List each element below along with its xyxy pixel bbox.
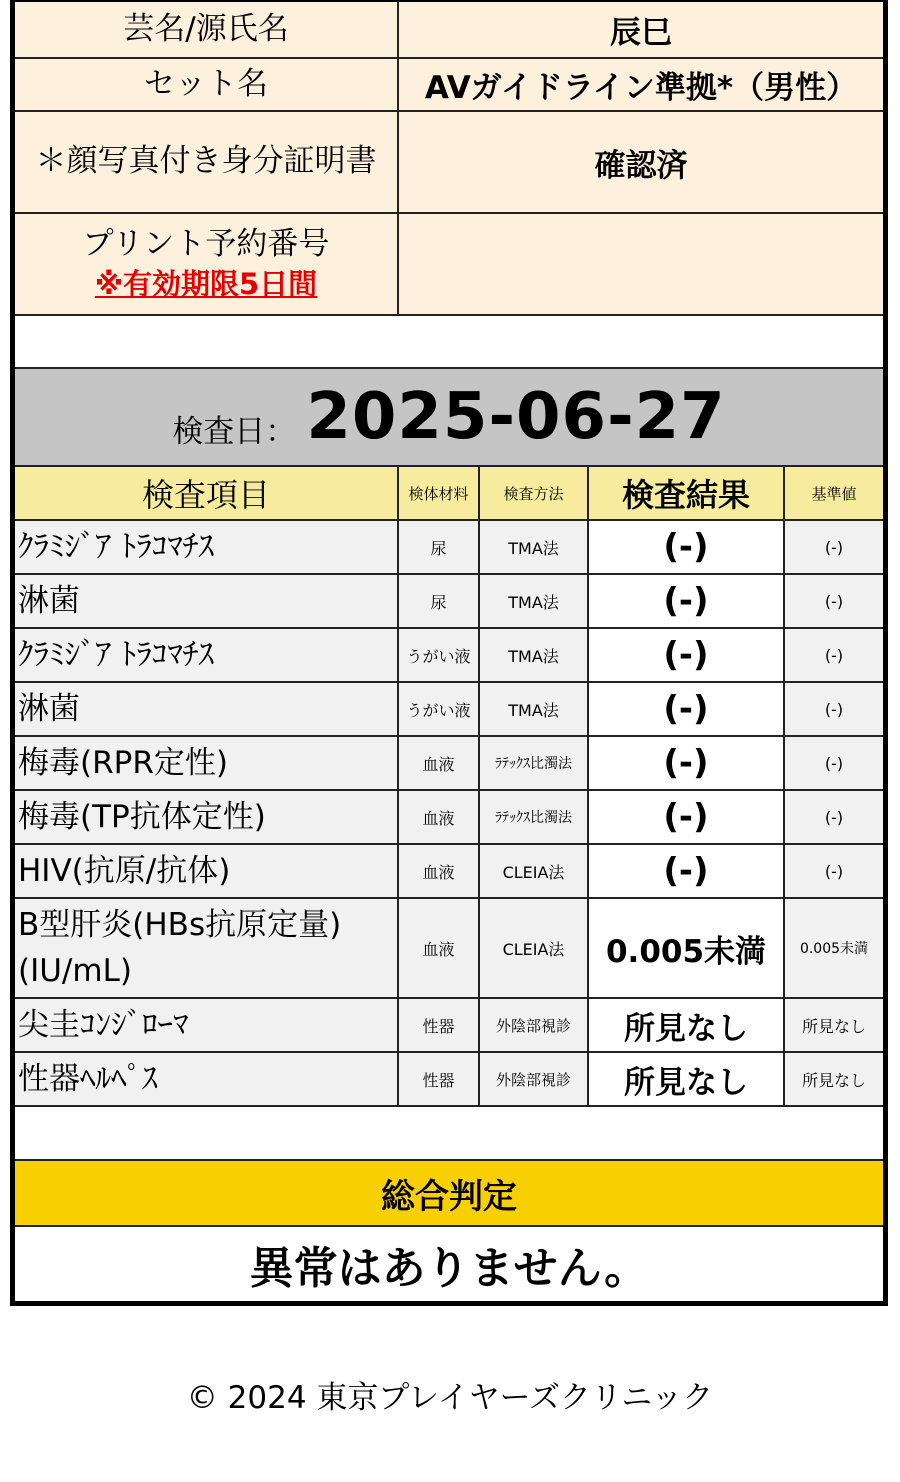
footer-copyright: © 2024 東京プレイヤーズクリニック (186, 1380, 714, 1416)
row-reference: (-) (824, 807, 844, 827)
print-label-cell (15, 214, 399, 314)
row-method: TMA法 (480, 575, 589, 627)
row-specimen: 血液 (399, 737, 480, 789)
id-label: ＊顔写真付き身分証明書 (15, 112, 399, 212)
row-result: (-) (589, 521, 785, 573)
row-specimen: 尿 (399, 575, 480, 627)
row-result: 所見なし (589, 999, 785, 1051)
header-method: 検査方法 (480, 467, 589, 519)
spacer-row (15, 316, 883, 369)
row-result: 所見なし (589, 1053, 785, 1105)
row-specimen: うがい液 (399, 629, 480, 681)
row-method: CLEIA法 (480, 899, 589, 997)
table-row (15, 683, 883, 737)
row-item: 梅毒(RPR定性) (15, 737, 399, 789)
row-reference: 0.005未満 (799, 941, 869, 957)
row-reference: 所見なし (801, 1070, 866, 1090)
id-value: 確認済 (594, 147, 688, 184)
row-item: HIV(抗原/抗体) (15, 845, 399, 897)
table-row (15, 737, 883, 791)
exam-date-cell (15, 369, 883, 465)
row-item: 淋菌 (15, 575, 399, 627)
exam-date-value: 2025-06-27 (306, 380, 726, 454)
verdict-value: 異常はありません。 (249, 1243, 649, 1294)
row-specimen: 血液 (399, 791, 480, 843)
print-value (399, 214, 883, 314)
header-reference: 基準値 (811, 484, 857, 503)
id-row (15, 112, 883, 214)
exam-date-label: 検査日： (172, 413, 297, 450)
row-reference: (-) (824, 699, 844, 719)
row-result: (-) (589, 737, 785, 789)
table-header (15, 467, 883, 521)
row-method: ﾗﾃｯｸｽ比濁法 (480, 791, 589, 843)
header-specimen: 検体材料 (399, 467, 480, 519)
row-result: (-) (589, 845, 785, 897)
header-result: 検査結果 (589, 467, 785, 519)
row-item: 尖圭ｺﾝｼﾞﾛｰﾏ (15, 999, 399, 1051)
row-item: 梅毒(TP抗体定性) (15, 791, 399, 843)
exam-date-row (15, 369, 883, 467)
table-row (15, 629, 883, 683)
print-expiry-note: ※有効期限5日間 (94, 267, 318, 302)
table-row (15, 899, 883, 999)
row-method: TMA法 (480, 629, 589, 681)
row-result: (-) (589, 575, 785, 627)
row-method: ﾗﾃｯｸｽ比濁法 (480, 737, 589, 789)
name-value: 辰巳 (610, 15, 672, 51)
row-item: B型肝炎(HBs抗原定量)(IU/mL) (15, 899, 399, 997)
row-reference: 所見なし (801, 1016, 866, 1036)
row-result: (-) (589, 629, 785, 681)
row-specimen: 尿 (399, 521, 480, 573)
row-reference: (-) (824, 861, 844, 881)
row-specimen: うがい液 (399, 683, 480, 735)
print-row (15, 214, 883, 316)
set-row (15, 59, 883, 112)
set-value: AVガイドライン準拠*（男性） (424, 70, 858, 106)
spacer-row (15, 1107, 883, 1161)
table-row (15, 791, 883, 845)
row-method: 外陰部視診 (480, 999, 589, 1051)
row-item: 性器ﾍﾙﾍﾟｽ (15, 1053, 399, 1105)
verdict-header-row (15, 1161, 883, 1227)
verdict-row (15, 1227, 883, 1301)
row-specimen: 性器 (399, 1053, 480, 1105)
row-reference: (-) (824, 645, 844, 665)
row-result: (-) (589, 791, 785, 843)
row-specimen: 性器 (399, 999, 480, 1051)
row-item: 淋菌 (15, 683, 399, 735)
name-row (15, 2, 883, 59)
row-result: (-) (589, 683, 785, 735)
row-method: TMA法 (480, 683, 589, 735)
name-label: 芸名/源氏名 (15, 2, 399, 57)
row-specimen: 血液 (399, 845, 480, 897)
row-result: 0.005未満 (589, 899, 785, 997)
table-row (15, 999, 883, 1053)
row-reference: (-) (824, 537, 844, 557)
row-item: ｸﾗﾐｼﾞｱ ﾄﾗｺﾏﾁｽ (15, 521, 399, 573)
row-method: 外陰部視診 (480, 1053, 589, 1105)
header-item: 検査項目 (15, 467, 399, 519)
table-row (15, 1053, 883, 1107)
exam-report-sheet (10, 0, 888, 1306)
table-row (15, 845, 883, 899)
verdict-label: 総合判定 (15, 1161, 883, 1225)
row-reference: (-) (824, 591, 844, 611)
row-method: TMA法 (480, 521, 589, 573)
print-label: プリント予約番号 (82, 225, 330, 262)
row-item: ｸﾗﾐｼﾞｱ ﾄﾗｺﾏﾁｽ (15, 629, 399, 681)
row-reference: (-) (824, 753, 844, 773)
set-label: セット名 (15, 59, 399, 110)
row-specimen: 血液 (399, 899, 480, 997)
row-method: CLEIA法 (480, 845, 589, 897)
table-row (15, 575, 883, 629)
table-row (15, 521, 883, 575)
